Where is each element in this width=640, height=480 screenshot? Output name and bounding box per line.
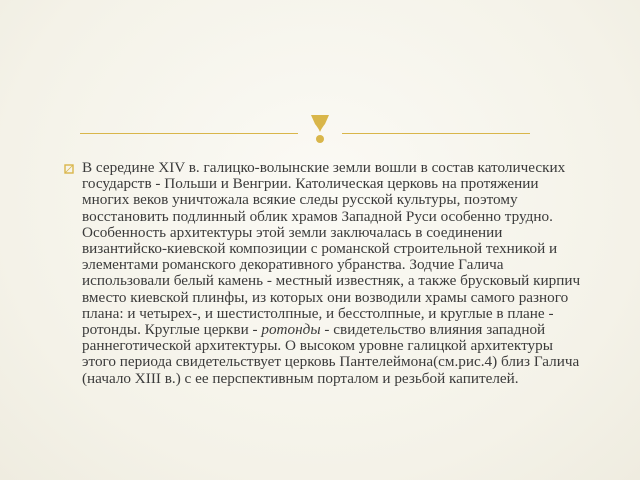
paragraph-text-before: В середине XIV в. галицко-волынские земли вошли в состав католических государств - Польши и Венгрии. Католическая церковь на протяжении многих веков уничтожала всякие следы русской культуры, поэтому восстановить подлинный облик храмов Западной Руси особенно трудно. Особенность архитектуры этой земли заключалась в соединении византийско-киевской композиции с романской строительной техникой и элементами романского декоративного убранства. Зодчие Галича использовали белый камень - местный известняк, а также брусковый кирпич вместо киевской плинфы, из которых они возводили храмы самого разного плана: и четырех-, и шестистолпные, и бесстолпные, и круглые в плане - ротонды. Круглые церкви - <box>82 159 581 339</box>
gold-drop-ornament-icon <box>307 112 333 146</box>
paragraph-text-after: - свидетельство влияния западной раннеготической архитектуры. О высоком уровне галицкой архитектуры этого периода свидетельствует церковь Пантелеймона(см.рис.4) близ Галича (начало XIII в.) с ее перспективным порталом и резьбой капителей. <box>82 321 580 387</box>
slide-content <box>64 160 584 387</box>
hollow-square-bullet-icon <box>64 164 74 174</box>
bullet-item <box>64 160 584 387</box>
divider-line-left <box>80 133 298 134</box>
divider-line-right <box>342 133 530 134</box>
paragraph-emphasis: ротонды <box>261 321 321 339</box>
bullet-paragraph <box>82 160 584 387</box>
